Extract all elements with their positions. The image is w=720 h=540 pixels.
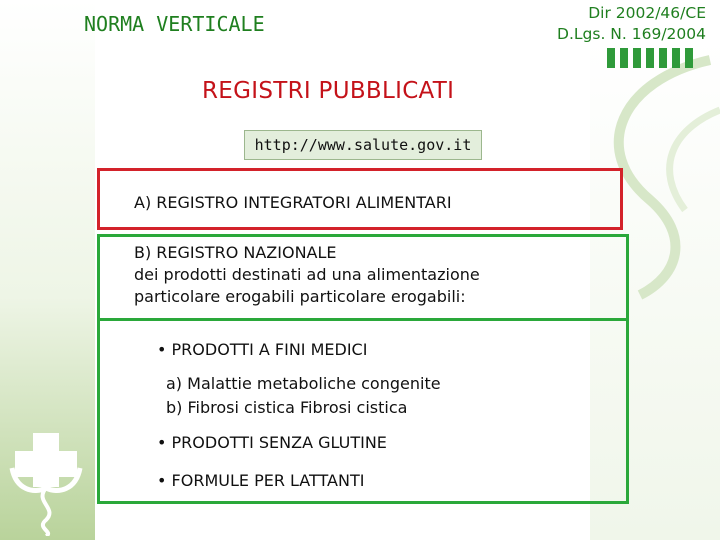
sub-list [166,372,441,420]
page-heading: REGISTRI PUBBLICATI [202,78,455,104]
sub-list-item: b) Fibrosi cistica Fibrosi cistica [166,398,408,417]
directive-reference [557,3,706,45]
registry-b-description-line2: particolare erogabili particolare erogabili: [134,287,466,306]
health-cross-logo-icon [6,432,86,536]
website-url-link[interactable]: http://www.salute.gov.it [244,130,482,160]
list-item: • PRODOTTI SENZA GLUTINE [157,433,387,452]
registry-a-label: A) REGISTRO INTEGRATORI ALIMENTARI [134,193,452,212]
list-item: • FORMULE PER LATTANTI [157,471,365,490]
registry-a-box [97,168,623,230]
registry-b-heading [134,242,480,308]
decree-line: D.Lgs. N. 169/2004 [557,25,706,43]
norma-verticale-title: NORMA VERTICALE [84,12,265,36]
directive-line: Dir 2002/46/CE [588,4,706,22]
box-divider [97,318,629,321]
list-item: • PRODOTTI A FINI MEDICI [157,340,368,359]
registry-b-title: B) REGISTRO NAZIONALE [134,243,337,262]
decorative-stripes [607,48,697,68]
sub-list-item: a) Malattie metaboliche congenite [166,374,441,393]
registry-b-description-line1: dei prodotti destinati ad una alimentazione [134,265,480,284]
